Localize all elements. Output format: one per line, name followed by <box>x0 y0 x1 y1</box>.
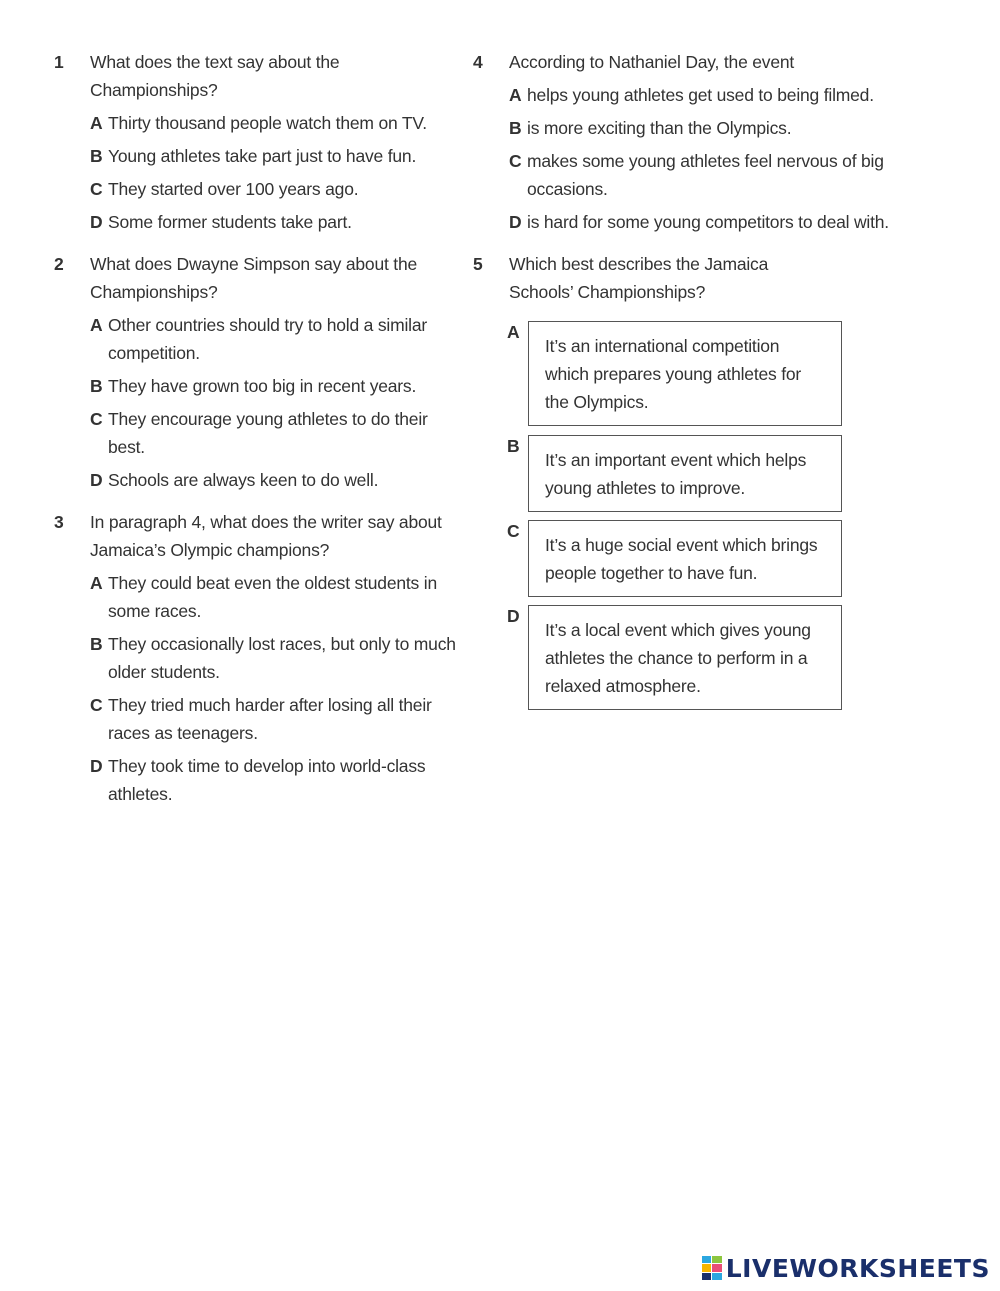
option-text: Other countries should try to hold a similar competition. <box>108 315 427 363</box>
right-column <box>473 48 889 720</box>
option-text: They could beat even the oldest students in some races. <box>108 573 437 621</box>
answer-box-b[interactable]: It’s an important event which helps young athletes to improve. <box>528 435 842 512</box>
option-text: They started over 100 years ago. <box>108 179 359 199</box>
option-letter: C <box>90 179 103 199</box>
question-stem: In paragraph 4, what does the writer say about Jamaica’s Olympic champions? <box>90 512 442 560</box>
box-letter-c: C <box>507 521 520 541</box>
option-a[interactable] <box>90 311 450 367</box>
option-text: They encourage young athletes to do their best. <box>108 409 428 457</box>
question-stem: Which best describes the Jamaica Schools’ Championships? <box>509 254 769 302</box>
liveworksheets-logo <box>702 1251 990 1285</box>
box-letter-b: B <box>507 436 520 456</box>
option-text: They tried much harder after losing all their races as teenagers. <box>108 695 432 743</box>
option-text: They took time to develop into world-class athletes. <box>108 756 426 804</box>
option-text: They occasionally lost races, but only to much older students. <box>108 634 456 682</box>
option-letter: C <box>90 409 103 429</box>
option-letter: A <box>90 113 103 133</box>
question-number: 1 <box>54 52 64 72</box>
answer-boxes <box>473 320 883 720</box>
question-5 <box>473 250 819 306</box>
option-letter: A <box>90 315 103 335</box>
question-number: 4 <box>473 52 483 72</box>
option-c[interactable] <box>90 691 462 747</box>
option-letter: C <box>509 151 522 171</box>
option-text: makes some young athletes feel nervous of big occasions. <box>527 151 884 199</box>
question-3 <box>54 508 462 808</box>
option-text: is more exciting than the Olympics. <box>527 118 792 138</box>
logo-icon <box>702 1256 722 1280</box>
option-c[interactable] <box>90 405 450 461</box>
option-a[interactable] <box>90 569 462 625</box>
question-stem: What does Dwayne Simpson say about the Championships? <box>90 254 418 302</box>
option-text: Some former students take part. <box>108 212 352 232</box>
question-stem: What does the text say about the Championships? <box>90 52 340 100</box>
option-letter: B <box>90 634 103 654</box>
option-b[interactable] <box>509 114 889 142</box>
option-letter: D <box>90 756 103 776</box>
option-a[interactable] <box>509 81 889 109</box>
option-letter: C <box>90 695 103 715</box>
option-d[interactable] <box>509 208 889 236</box>
answer-box-a[interactable]: It’s an international competition which prepares young athletes for the Olympics. <box>528 321 842 426</box>
answer-box-c[interactable]: It’s a huge social event which brings people together to have fun. <box>528 520 842 597</box>
option-text: Schools are always keen to do well. <box>108 470 379 490</box>
option-d[interactable] <box>90 752 462 808</box>
answer-box-d[interactable]: It’s a local event which gives young athletes the chance to perform in a relaxed atmosphere. <box>528 605 842 710</box>
option-b[interactable] <box>90 372 450 400</box>
option-b[interactable] <box>90 142 464 170</box>
option-d[interactable] <box>90 466 450 494</box>
left-column <box>54 48 464 808</box>
option-text: Young athletes take part just to have fun. <box>108 146 417 166</box>
question-2 <box>54 250 450 494</box>
question-number: 3 <box>54 512 64 532</box>
option-letter: A <box>509 85 522 105</box>
question-number: 2 <box>54 254 64 274</box>
option-letter: D <box>90 470 103 490</box>
option-d[interactable] <box>90 208 464 236</box>
question-number: 5 <box>473 254 483 274</box>
box-letter-a: A <box>507 322 520 342</box>
box-letter-d: D <box>507 606 520 626</box>
question-4 <box>473 48 889 236</box>
option-letter: A <box>90 573 103 593</box>
option-a[interactable] <box>90 109 464 137</box>
option-c[interactable] <box>90 175 464 203</box>
option-letter: B <box>90 376 103 396</box>
option-text: Thirty thousand people watch them on TV. <box>108 113 427 133</box>
option-text: is hard for some young competitors to deal with. <box>527 212 889 232</box>
logo-text: LIVEWORKSHEETS <box>725 1253 990 1283</box>
question-1 <box>54 48 464 236</box>
question-stem: According to Nathaniel Day, the event <box>509 52 795 72</box>
option-text: helps young athletes get used to being filmed. <box>527 85 874 105</box>
option-letter: D <box>509 212 522 232</box>
option-letter: D <box>90 212 103 232</box>
option-letter: B <box>90 146 103 166</box>
option-b[interactable] <box>90 630 462 686</box>
option-c[interactable] <box>509 147 889 203</box>
option-text: They have grown too big in recent years. <box>108 376 417 396</box>
option-letter: B <box>509 118 522 138</box>
